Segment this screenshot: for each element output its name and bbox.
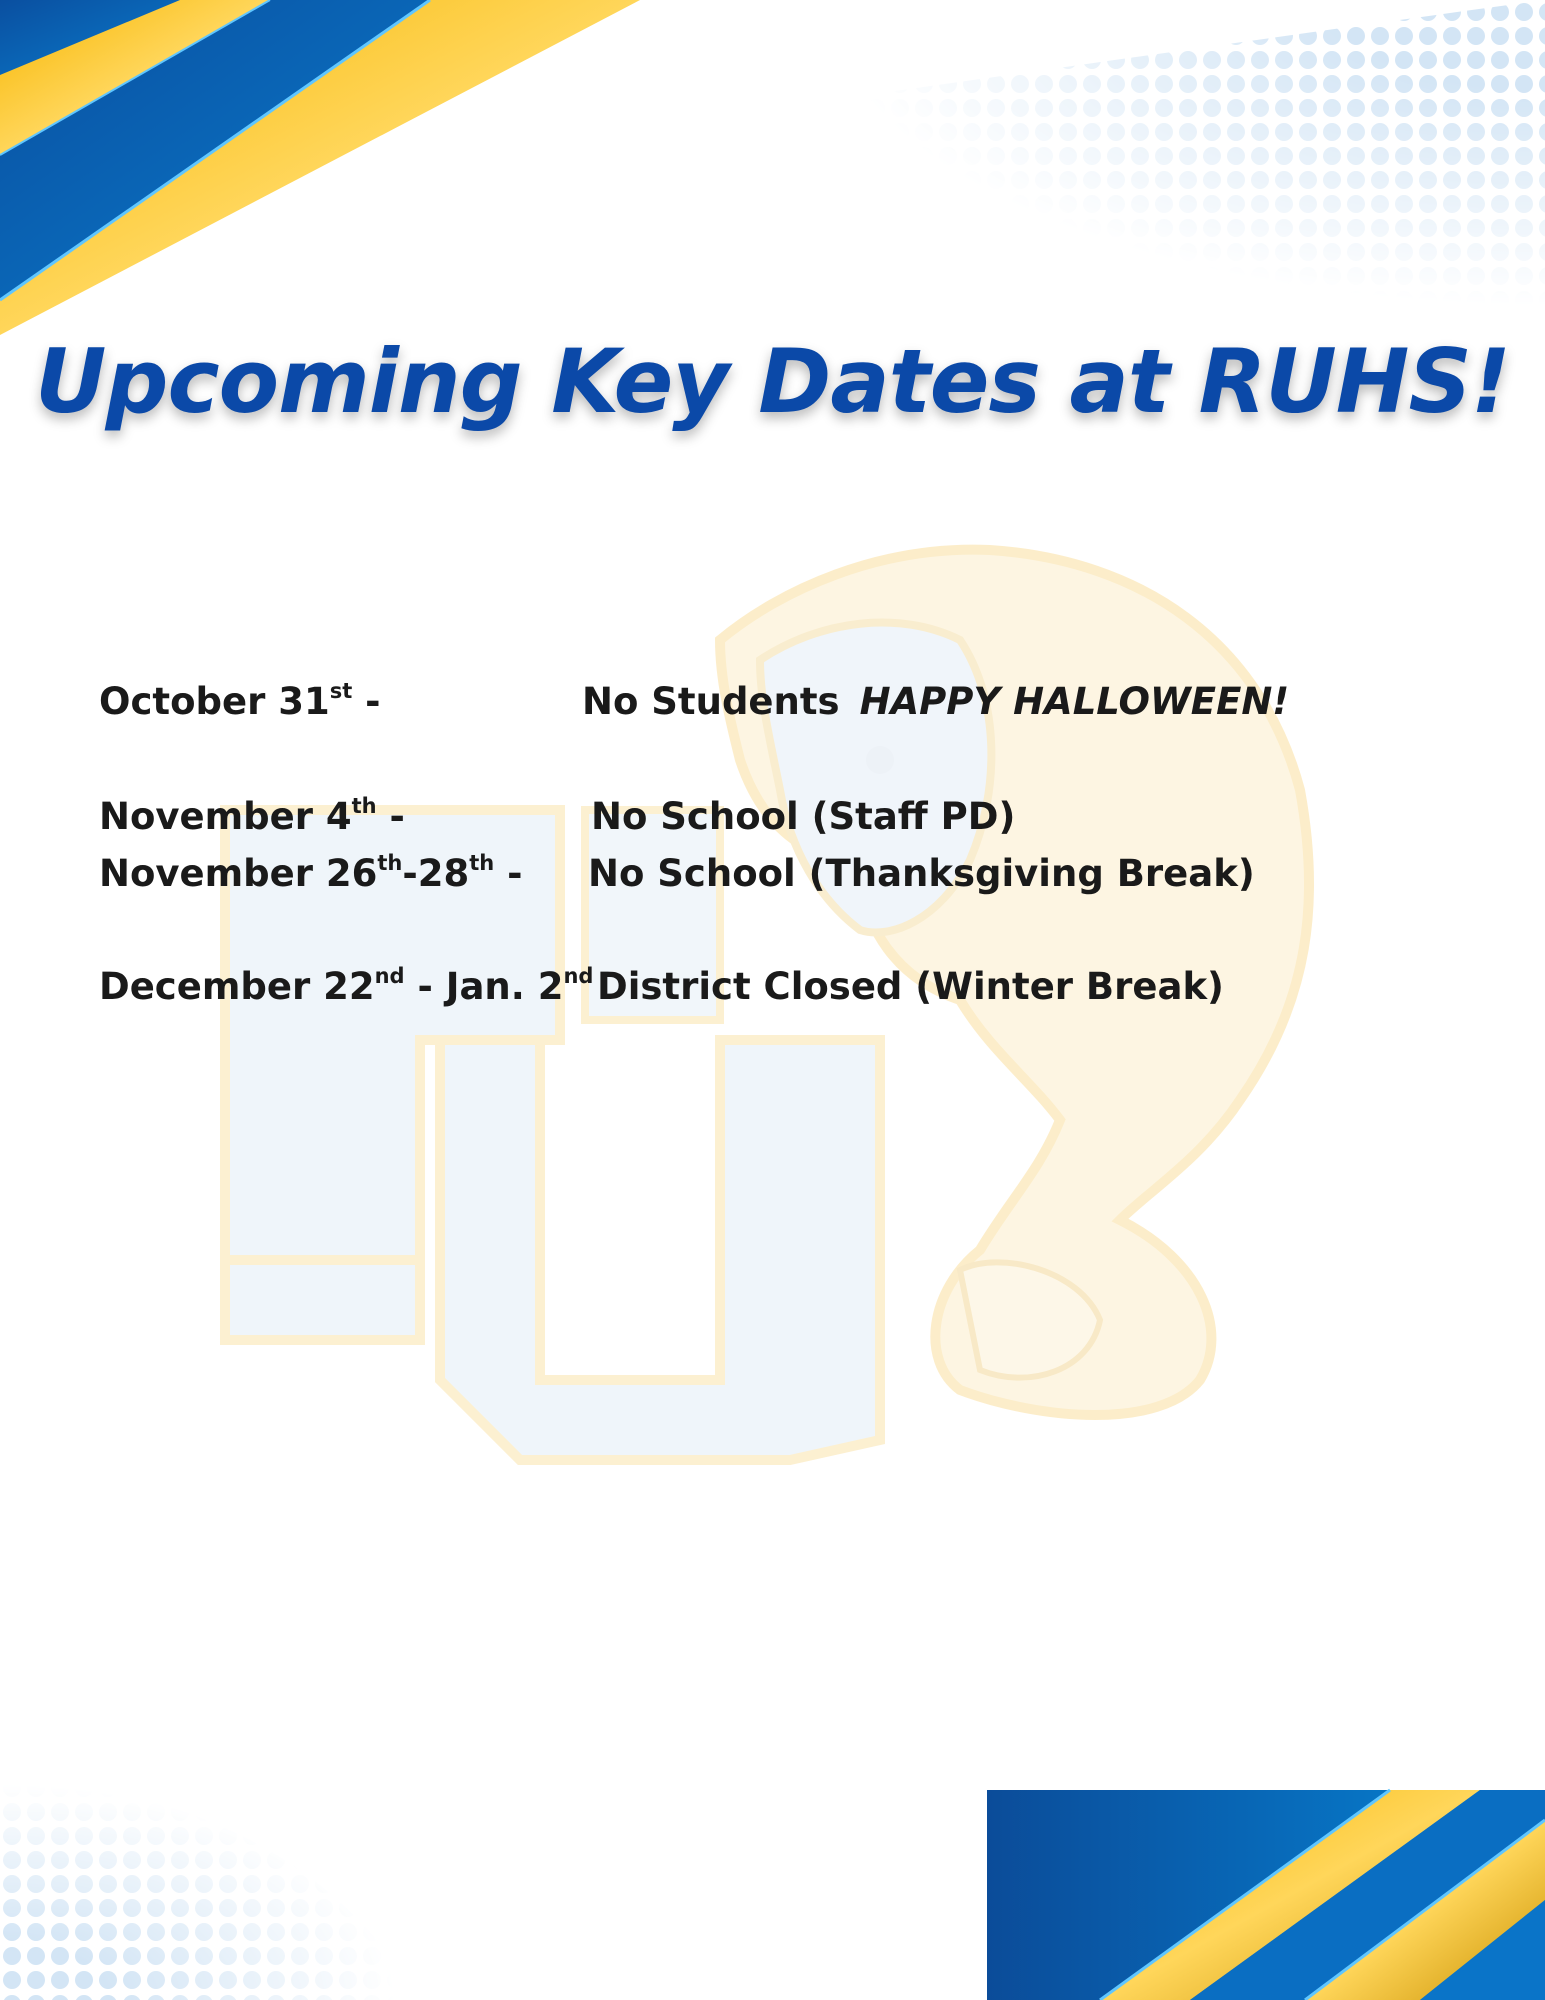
event-date: October 31st - bbox=[99, 679, 381, 723]
event-description: District Closed (Winter Break) bbox=[597, 965, 1224, 1008]
event-date: December 22nd - Jan. 2nd bbox=[99, 964, 594, 1008]
event-description: No Students HAPPY HALLOWEEN! bbox=[582, 680, 1290, 723]
event-description: No School (Thanksgiving Break) bbox=[588, 852, 1255, 895]
page-title: Upcoming Key Dates at RUHS! bbox=[35, 330, 1510, 433]
list-item bbox=[0, 795, 1545, 855]
list-item bbox=[0, 852, 1545, 912]
event-note: HAPPY HALLOWEEN! bbox=[859, 680, 1290, 723]
event-description: No School (Staff PD) bbox=[591, 795, 1016, 838]
bottom-right-ribbon-decor bbox=[987, 1790, 1545, 2000]
list-item bbox=[0, 680, 1545, 740]
event-date: November 26th-28th - bbox=[99, 851, 523, 895]
top-left-ribbon-decor bbox=[0, 0, 640, 335]
top-right-dot-pattern bbox=[720, 0, 1545, 360]
event-date: November 4th - bbox=[99, 794, 405, 838]
bottom-left-dot-pattern bbox=[0, 1775, 420, 2000]
list-item bbox=[0, 965, 1545, 1025]
